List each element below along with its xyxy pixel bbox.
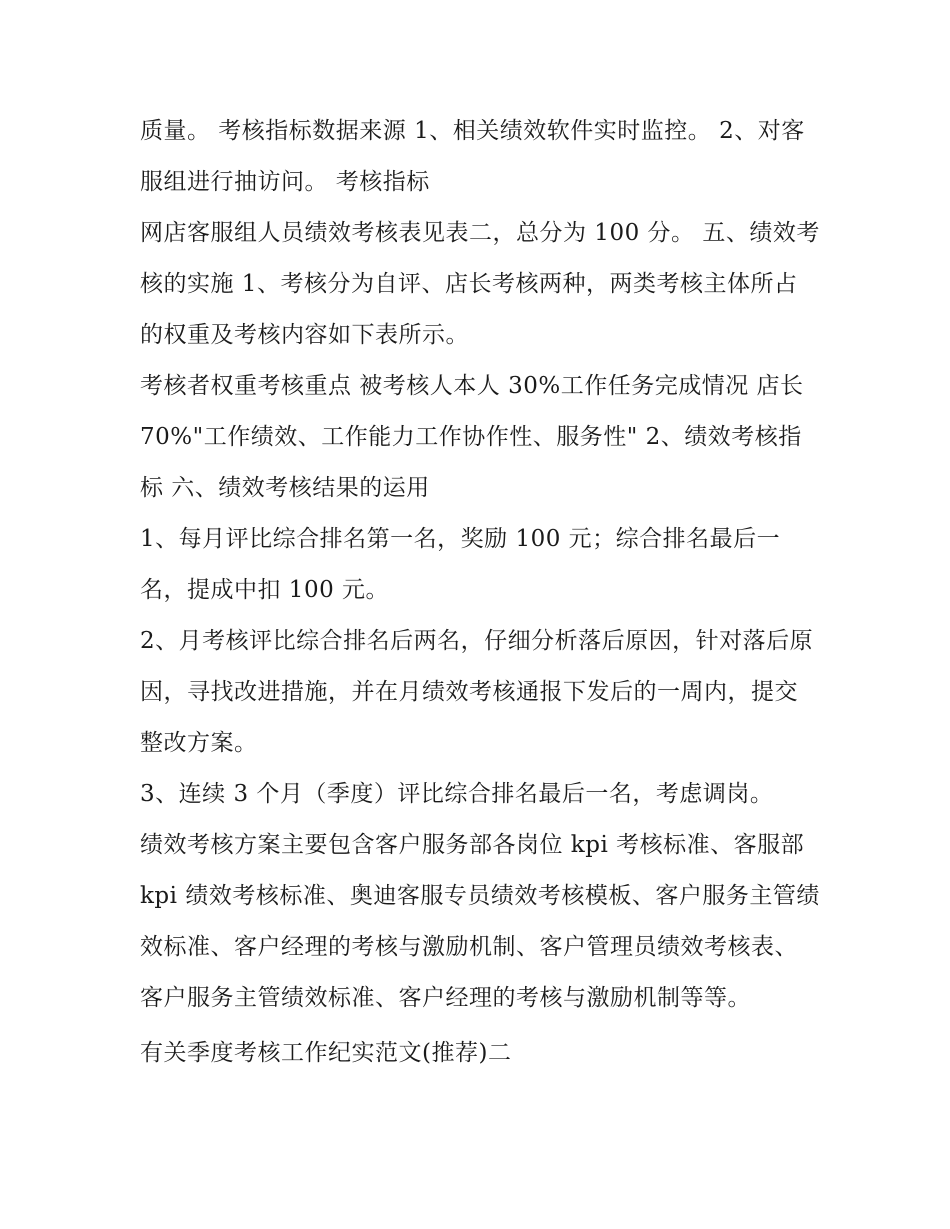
document-body bbox=[140, 106, 820, 1079]
paragraph-rule-2: 2、月考核评比综合排名后两名，仔细分析落后原因，针对落后原因，寻找改进措施，并在月绩效考核通报下发后的一周内，提交整改方案。 bbox=[140, 628, 814, 756]
paragraph-rule-3: 3、连续 3 个月（季度）评比综合排名最后一名，考虑调岗。 bbox=[140, 781, 774, 807]
section-title: 有关季度考核工作纪实范文(推荐)二 bbox=[140, 1040, 512, 1066]
paragraph-assessment-table: 网店客服组人员绩效考核表见表二，总分为 100 分。 五、绩效考核的实施 1、考核分为自评、店长考核两种，两类考核主体所占的权重及考核内容如下表所示。 bbox=[140, 220, 820, 348]
paragraph-plan-summary: 绩效考核方案主要包含客户服务部各岗位 kpi 考核标准、客服部 kpi 绩效考核标准、奥迪客服专员绩效考核模板、客户服务主管绩效标准、客户经理的考核与激励机制、客户管理员绩效考核表、客户服务主管绩效标准、客户经理的考核与激励机制等等。 bbox=[140, 832, 820, 1011]
paragraph-assessment-data-source: 质量。 考核指标数据来源 1、相关绩效软件实时监控。 2、对客服组进行抽访问。 考核指标 bbox=[140, 118, 805, 195]
paragraph-rule-1: 1、每月评比综合排名第一名，奖励 100 元；综合排名最后一名，提成中扣 100 元。 bbox=[140, 526, 781, 603]
paragraph-assessor-weights: 考核者权重考核重点 被考核人本人 30%工作任务完成情况 店长 70%"工作绩效、工作能力工作协作性、服务性" 2、绩效考核指标 六、绩效考核结果的运用 bbox=[140, 373, 804, 501]
